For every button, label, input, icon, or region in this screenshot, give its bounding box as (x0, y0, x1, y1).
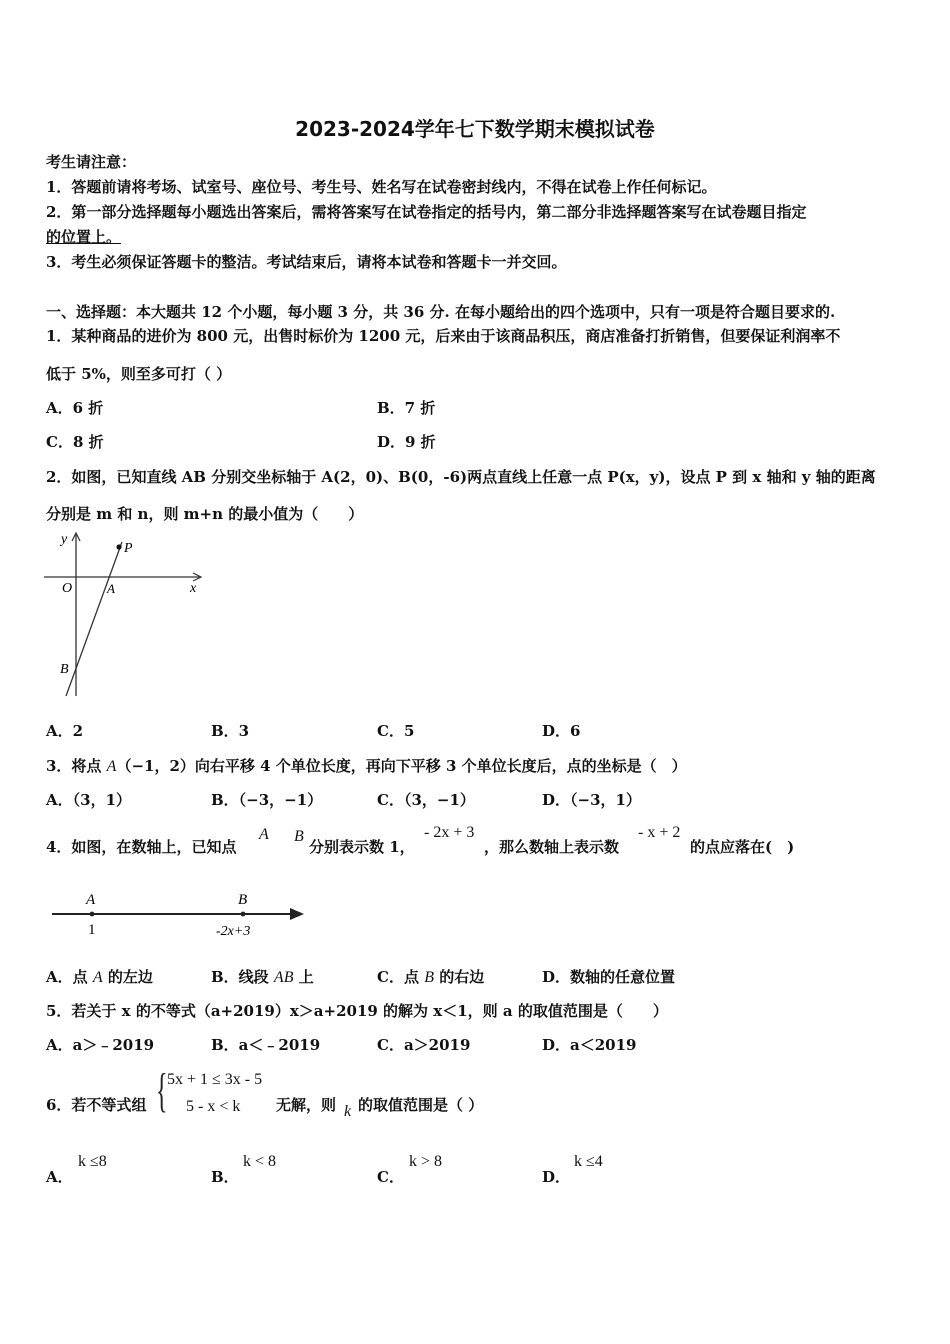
q4-option-a-pre: A．点 (46, 968, 88, 986)
q3-point-a: A (106, 758, 117, 775)
q3-stem-post: （−1，2）向右平移 4 个单位长度，再向下平移 3 个单位长度后，点的坐标是（ ） (116, 757, 687, 775)
q4-fig-label-a: A (86, 892, 96, 908)
q4-fig-label-b: B (238, 892, 248, 908)
q4-stem-mid2: ，那么数轴上表示数 (484, 838, 620, 856)
q4-stem-mid: 分别表示数 1， (309, 838, 415, 856)
page-title: 2023-2024学年七下数学期末模拟试卷 (295, 117, 655, 141)
q2-point-p (116, 544, 121, 549)
q6-stem-post: 的取值范围是（ ） (358, 1096, 484, 1114)
q4-point-b-dot (241, 912, 246, 917)
q2-line-2: 分别是 m 和 n，则 m+n 的最小值为（ ） (46, 505, 364, 523)
q4-option-c-pre: C．点 (377, 968, 419, 986)
q4-option-c-post: 的右边 (439, 968, 485, 986)
q1-option-c: C．8 折 (46, 433, 104, 451)
q2-option-d: D．6 (542, 722, 581, 740)
q4-option-b (211, 967, 314, 988)
q4-expr-1: - 2x + 3 (424, 824, 475, 841)
q6-option-b-label: B． (211, 1168, 239, 1186)
q6-inequality-1: 5x + 1 ≤ 3x - 5 (167, 1071, 263, 1088)
q4-point-a: A (259, 826, 269, 843)
q4-number-line-arrow (290, 908, 304, 920)
q6-option-b: k < 8 (243, 1153, 277, 1170)
q6-inequality-2: 5 - x < k (186, 1098, 241, 1115)
q5-option-c: C．a＞2019 (377, 1036, 471, 1054)
q5-option-b: B．a＜﹣2019 (211, 1036, 321, 1054)
section-heading: 一、选择题：本大题共 12 个小题，每小题 3 分，共 36 分. 在每小题给出的四个选项中，只有一项是符合题目要求的. (46, 303, 836, 321)
q2-label-p: P (124, 541, 133, 556)
q2-label-x: x (190, 581, 197, 596)
q4-stem-post: 的点应落在( ) (690, 838, 795, 856)
q4-point-a-dot (90, 912, 95, 917)
q2-label-b: B (60, 662, 69, 677)
q6-option-a-label: A． (46, 1168, 73, 1186)
q2-coordinate-figure (40, 528, 210, 700)
q4-option-b-post: 上 (298, 968, 314, 986)
q4-point-b: B (294, 828, 304, 845)
q2-label-a: A (107, 581, 115, 596)
q2-line-1: 2．如图，已知直线 AB 分别交坐标轴于 A(2，0)、B(0，-6)两点直线上任意一点 P(x，y)，设点 P 到 x 轴和 y 轴的距离 (46, 468, 876, 486)
q2-label-y: y (61, 532, 68, 547)
q4-option-a-point: A (92, 969, 103, 986)
q6-option-d: k ≤4 (574, 1153, 603, 1170)
notice-line-1: 1．答题前请将考场、试室号、座位号、考生号、姓名写在试卷密封线内，不得在试卷上作任何标记。 (46, 178, 717, 196)
q6-stem-pre: 6．若不等式组 (46, 1096, 147, 1114)
q4-option-b-pre: B．线段 (211, 968, 269, 986)
q1-option-a: A．6 折 (46, 399, 104, 417)
q5-option-a: A．a＞﹣2019 (46, 1036, 155, 1054)
notice-line-3: 3．考生必须保证答题卡的整洁。考试结束后，请将本试卷和答题卡一并交回。 (46, 253, 567, 271)
q4-option-a-post: 的左边 (107, 968, 153, 986)
notice-heading: 考生请注意： (46, 153, 137, 171)
q2-label-o: O (62, 581, 73, 596)
q4-fig-label-expr: -2x+3 (216, 924, 251, 939)
q6-option-c: k > 8 (409, 1153, 443, 1170)
q3-option-b: B．（−3，−1） (211, 791, 323, 809)
q3-option-a: A．（3，1） (46, 791, 132, 809)
q4-option-b-segment: AB (273, 969, 294, 986)
q6-variable-k: k (344, 1103, 352, 1120)
q6-system-brace: { (156, 1064, 168, 1117)
q4-option-d: D．数轴的任意位置 (542, 968, 676, 986)
q4-stem-pre: 4．如图，在数轴上，已知点 (46, 838, 237, 856)
q6-stem-mid: 无解，则 (276, 1096, 337, 1114)
q1-option-d: D．9 折 (377, 433, 436, 451)
q4-option-c (377, 967, 484, 988)
q5-stem: 5．若关于 x 的不等式（a+2019）x＞a+2019 的解为 x＜1，则 a 的取值范围是（ ） (46, 1002, 668, 1020)
notice-line-2b: 的位置上。 (46, 228, 122, 246)
q6-option-a: k ≤8 (78, 1153, 107, 1170)
q2-option-b: B．3 (211, 722, 250, 740)
q3-option-c: C．（3，−1） (377, 791, 475, 809)
q6-option-d-label: D． (542, 1168, 571, 1186)
q5-option-d: D．a＜2019 (542, 1036, 637, 1054)
notice-line-2a: 2．第一部分选择题每小题选出答案后，需将答案写在试卷指定的括号内，第二部分非选择题答案写在试卷题目指定 (46, 203, 807, 221)
q4-option-c-point: B (424, 969, 434, 986)
q4-fig-label-1: 1 (88, 922, 96, 938)
q2-option-c: C．5 (377, 722, 415, 740)
q1-line-1: 1．某种商品的进价为 800 元，出售时标价为 1200 元，后来由于该商品积压，商店准备打折销售，但要保证利润率不 (46, 327, 841, 345)
q3-option-d: D．（−3，1） (542, 791, 641, 809)
q3-stem (46, 756, 687, 777)
q1-line-2: 低于 5%，则至多可打（ ） (46, 365, 232, 383)
q1-option-b: B．7 折 (377, 399, 436, 417)
q6-option-c-label: C． (377, 1168, 404, 1186)
q2-option-a: A．2 (46, 722, 84, 740)
q2-line-ab (66, 542, 122, 696)
q4-number-line-figure (50, 886, 312, 942)
q3-stem-pre: 3．将点 (46, 757, 102, 775)
q4-expr-2: - x + 2 (638, 824, 681, 841)
q4-option-a (46, 967, 153, 988)
